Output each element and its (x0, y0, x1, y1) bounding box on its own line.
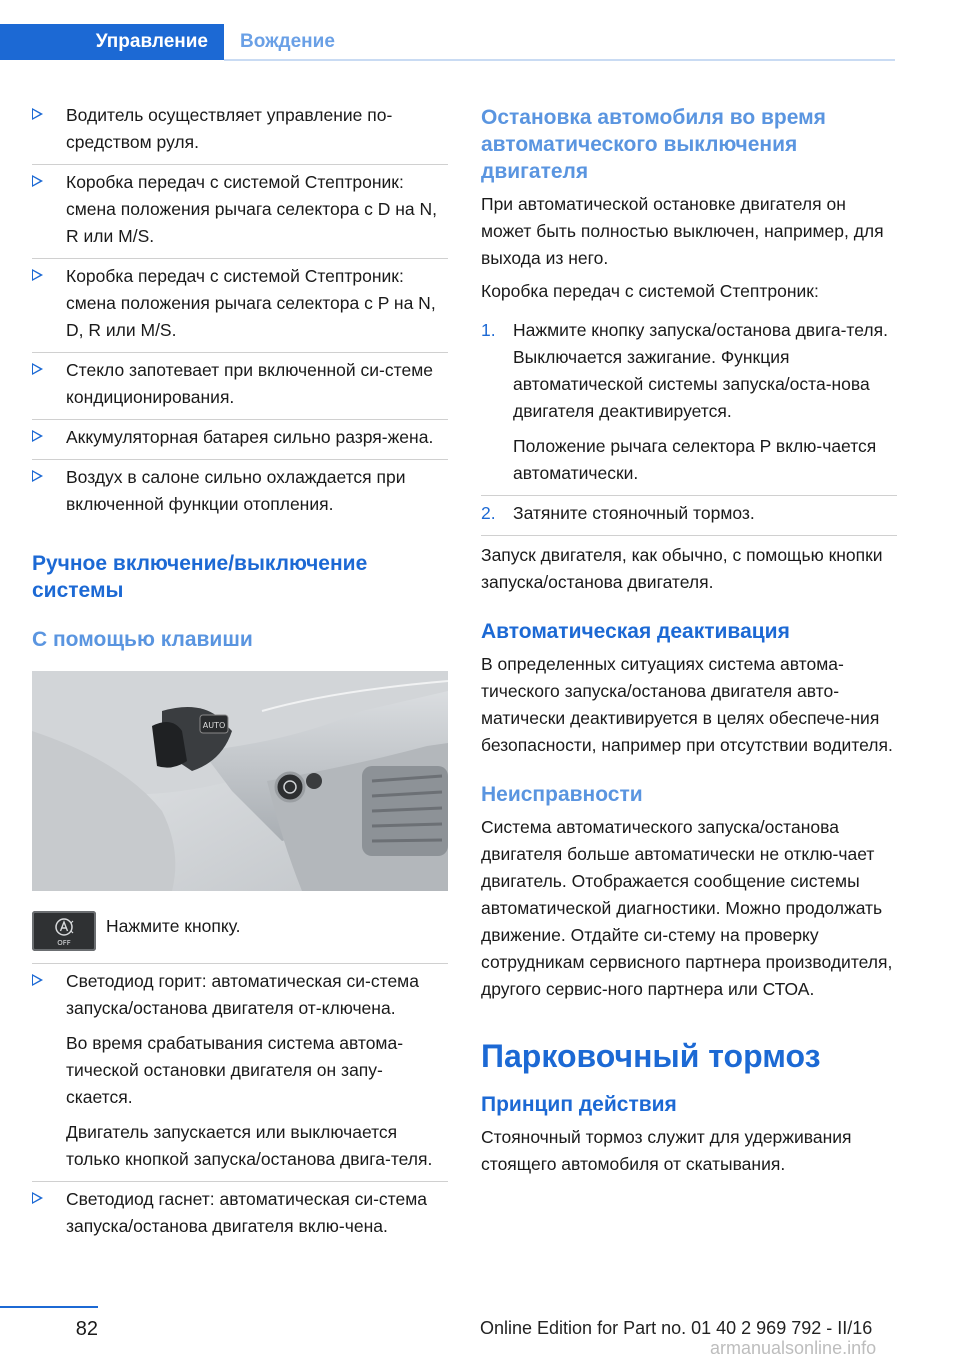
list-item: Водитель осуществляет управление по-средством руля. (32, 98, 448, 165)
button-instruction (32, 909, 448, 964)
paragraph-faults: Система автоматического запуска/останова двигателя больше автоматически не отклю-чает двигатель. Отображается сообщение системы автоматической диагностики. Можно продолжать движение. Отдайте си-стему на проверку сотрудникам сервисного партнера производителя, другого сервис-ного партнера или СТОА. (481, 817, 893, 999)
auto-switch-label: AUTO (202, 721, 226, 730)
triangle-bullet-icon (32, 430, 43, 442)
header-tabs (0, 24, 895, 62)
left-column (32, 98, 448, 1248)
bullet-list-conditions (32, 98, 448, 526)
list-item: Коробка передач с системой Стептроник: смена положения рычага селектора с P на N, D, R или M/S. (32, 259, 448, 353)
paragraph-stop: При автоматической остановке двигателя он может быть полностью выключен, например, для выхода из него. (481, 194, 884, 268)
bullet-list-led (32, 964, 448, 1248)
off-label: OFF (57, 939, 71, 947)
triangle-bullet-icon (32, 269, 43, 281)
triangle-bullet-icon (32, 974, 43, 986)
triangle-bullet-icon (32, 1192, 43, 1204)
edition-line: Online Edition for Part no. 01 40 2 969 792 - II/16 (480, 1318, 873, 1338)
triangle-bullet-icon (32, 363, 43, 375)
tab-driving[interactable]: Вождение (240, 31, 335, 52)
header-rule (224, 59, 895, 61)
right-column (481, 104, 897, 1178)
heading-with-button: С помощью клавиши (32, 628, 253, 651)
watermark: armanualsonline.info (710, 1338, 877, 1358)
heading-manual-toggle: Ручное включение/выключение системы (32, 552, 368, 602)
list-item: Светодиод гаснет: автоматическая си-стема запуска/останова двигателя вклю-чена. (32, 1182, 448, 1248)
paragraph-auto-deactivation: В определенных ситуациях система автома-тического запуска/останова двигателя авто-матически деактивируется в целях обеспече-ния безопасности, например при отсутствии водителя. (481, 654, 893, 755)
heading-faults: Неисправности (481, 783, 643, 806)
auto-start-stop-off-button-icon (32, 911, 96, 951)
heading-parking-brake: Парковочный тормоз (481, 1038, 821, 1074)
page-number: 82 (75, 1318, 98, 1340)
dashboard-illustration (32, 671, 448, 891)
heading-auto-deactivation: Автоматическая деактивация (481, 620, 790, 643)
list-item: Аккумуляторная батарея сильно разря-жена. (32, 420, 448, 460)
list-item: Воздух в салоне сильно охлаждается при включенной функции отопления. (32, 460, 448, 526)
list-item: Светодиод горит: автоматическая си-стема запуска/останова двигателя от-ключена. Во время срабатывания система автома-тической остановки двигателя он запу-скается. Двигатель запускается или выключается только кнопкой запуска/останова двига-теля. (32, 964, 448, 1182)
list-item: Коробка передач с системой Стептроник: смена положения рычага селектора с D на N, R или M/S. (32, 165, 448, 259)
paragraph-start: Запуск двигателя, как обычно, с помощью кнопки запуска/останова двигателя. (481, 545, 883, 592)
list-item: 2. Затяните стояночный тормоз. (481, 496, 897, 536)
list-item: 1. Нажмите кнопку запуска/останова двига-теля. Выключается зажигание. Функция автоматической системы запуска/оста-нова двигателя деактивируется. Положение рычага селектора P вклю-чается автоматически. (481, 313, 897, 496)
heading-principle: Принцип действия (481, 1093, 677, 1116)
triangle-bullet-icon (32, 175, 43, 187)
button-caption: Нажмите кнопку. (106, 916, 241, 936)
triangle-bullet-icon (32, 470, 43, 482)
list-item: Стекло запотевает при включенной си-стеме кондиционирования. (32, 353, 448, 420)
triangle-bullet-icon (32, 108, 43, 120)
paragraph-principle: Стояночный тормоз служит для удерживания стоящего автомобиля от скатывания. (481, 1127, 852, 1174)
heading-stop-during-auto-off: Остановка автомобиля во время автоматического выключения двигателя (481, 106, 826, 183)
numbered-steps (481, 313, 897, 536)
paragraph-steptronic: Коробка передач с системой Стептроник: (481, 281, 819, 301)
footer-rule (0, 1306, 98, 1308)
dashboard-photo (32, 671, 448, 891)
tab-control[interactable]: Управление (0, 24, 224, 60)
